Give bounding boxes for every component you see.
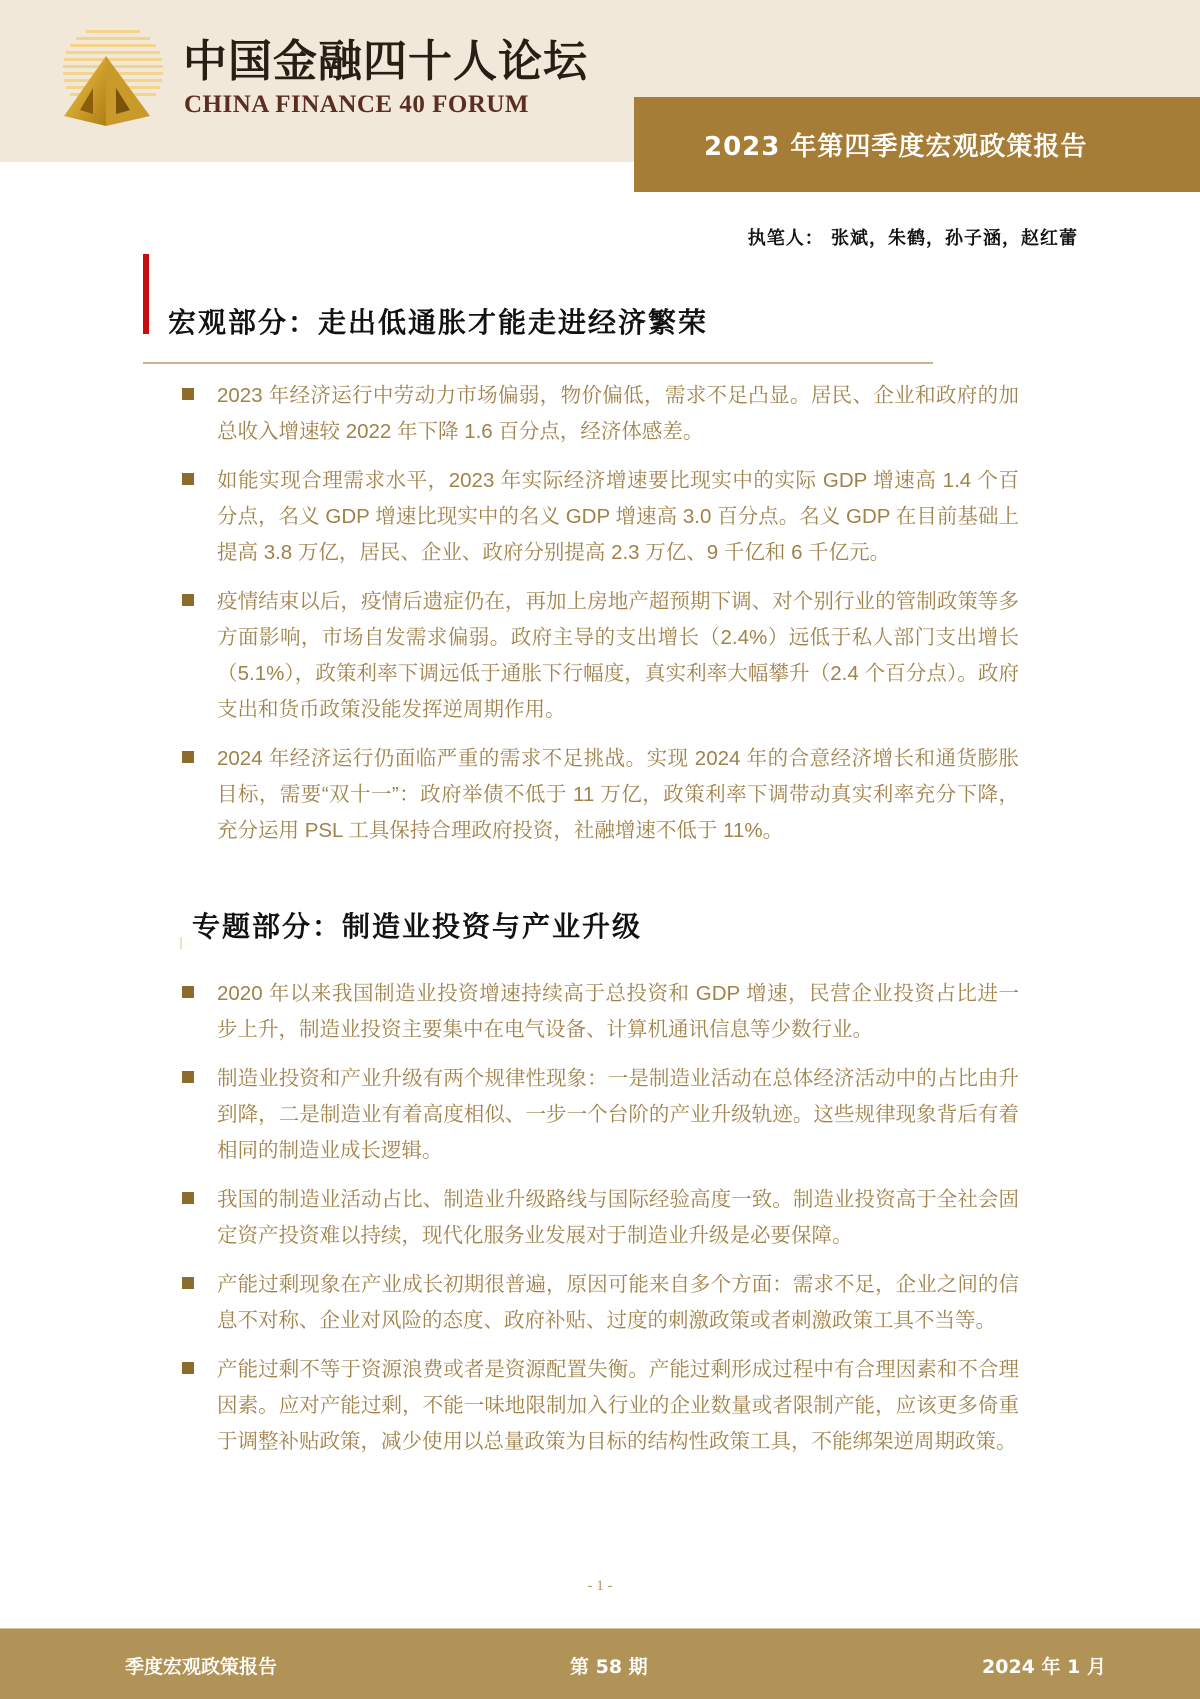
logo-chinese-name: 中国金融四十人论坛 — [183, 36, 588, 87]
bullet-text: 制造业投资和产业升级有两个规律性现象：一是制造业活动在总体经济活动中的占比由升到降，二是制造业有着高度相似、一步一个台阶的产业升级轨迹。这些规律现象背后有着相同的制造业成长逻辑。 — [217, 1067, 1019, 1162]
list-item — [0, 1352, 1200, 1460]
bullet-text: 产能过剩不等于资源浪费或者是资源配置失衡。产能过剩形成过程中有合理因素和不合理因素。应对产能过剩，不能一味地限制加入行业的企业数量或者限制产能，应该更多倚重于调整补贴政策，减少使用以总量政策为目标的结构性政策工具，不能绑架逆周期政策。 — [217, 1358, 1019, 1453]
footer-bar — [0, 1628, 1200, 1699]
topic-bullet-list — [0, 976, 1200, 1473]
authors-line: 执笔人： 张斌，朱鹤，孙子涵，赵红蕾 — [747, 228, 1078, 249]
list-item — [0, 584, 1200, 728]
square-bullet-icon — [182, 751, 194, 763]
square-bullet-icon — [182, 388, 194, 400]
square-bullet-icon — [182, 594, 194, 606]
report-title-banner — [634, 97, 1200, 192]
report-title: 2023 年第四季度宏观政策报告 — [704, 132, 1088, 162]
square-bullet-icon — [182, 1362, 194, 1374]
list-item — [0, 1267, 1200, 1339]
bullet-text: 我国的制造业活动占比、制造业升级路线与国际经验高度一致。制造业投资高于全社会固定资产投资难以持续，现代化服务业发展对于制造业升级是必要保障。 — [217, 1188, 1019, 1247]
page-number: - 1 - — [587, 1578, 613, 1594]
list-item — [0, 1182, 1200, 1254]
macro-bullet-list — [0, 378, 1200, 862]
list-item — [0, 378, 1200, 450]
bullet-text: 2024 年经济运行仍面临严重的需求不足挑战。实现 2024 年的合意经济增长和通货膨胀目标，需要“双十一”：政府举债不低于 11 万亿，政策利率下调带动真实利率充分下降，充分运用 PSL 工具保持合理政府投资，社融增速不低于 11%。 — [217, 747, 1019, 842]
section-accent-mark — [180, 937, 182, 949]
bullet-text: 如能实现合理需求水平，2023 年实际经济增速要比现实中的实际 GDP 增速高 1.4 个百分点，名义 GDP 增速比现实中的名义 GDP 增速高 3.0 百分点。名义 GDP 在目前基础上提高 3.8 万亿，居民、企业、政府分别提高 2.3 万亿、9 千亿和 6 千亿元。 — [217, 469, 1019, 564]
square-bullet-icon — [182, 986, 194, 998]
forum-logo-icon — [58, 26, 168, 130]
square-bullet-icon — [182, 1071, 194, 1083]
list-item — [0, 741, 1200, 849]
logo-english-name: CHINA FINANCE 40 FORUM — [184, 91, 530, 118]
footer-date: 2024 年 1 月 — [982, 1656, 1106, 1678]
section-accent-bar — [143, 254, 149, 334]
bullet-text: 产能过剩现象在产业成长初期很普遍，原因可能来自多个方面：需求不足，企业之间的信息不对称、企业对风险的态度、政府补贴、过度的刺激政策或者刺激政策工具不当等。 — [217, 1273, 1019, 1332]
list-item — [0, 463, 1200, 571]
square-bullet-icon — [182, 1277, 194, 1289]
square-bullet-icon — [182, 1192, 194, 1204]
list-item — [0, 976, 1200, 1048]
section-title-macro: 宏观部分：走出低通胀才能走进经济繁荣 — [168, 306, 709, 339]
footer-report-name: 季度宏观政策报告 — [125, 1656, 278, 1678]
list-item — [0, 1061, 1200, 1169]
footer-issue-number: 第 58 期 — [570, 1656, 648, 1678]
bullet-text: 2020 年以来我国制造业投资增速持续高于总投资和 GDP 增速，民营企业投资占比进一步上升，制造业投资主要集中在电气设备、计算机通讯信息等少数行业。 — [217, 982, 1019, 1041]
bullet-text: 2023 年经济运行中劳动力市场偏弱，物价偏低，需求不足凸显。居民、企业和政府的加总收入增速较 2022 年下降 1.6 百分点，经济体感差。 — [217, 384, 1019, 443]
square-bullet-icon — [182, 473, 194, 485]
section-title-special-topic: 专题部分：制造业投资与产业升级 — [192, 910, 643, 943]
bullet-text: 疫情结束以后，疫情后遗症仍在，再加上房地产超预期下调、对个别行业的管制政策等多方面影响，市场自发需求偏弱。政府主导的支出增长（2.4%）远低于私人部门支出增长（5.1%），政策利率下调远低于通胀下行幅度，真实利率大幅攀升（2.4 个百分点）。政府支出和货币政策没能发挥逆周期作用。 — [217, 590, 1019, 721]
section-divider — [143, 362, 933, 364]
